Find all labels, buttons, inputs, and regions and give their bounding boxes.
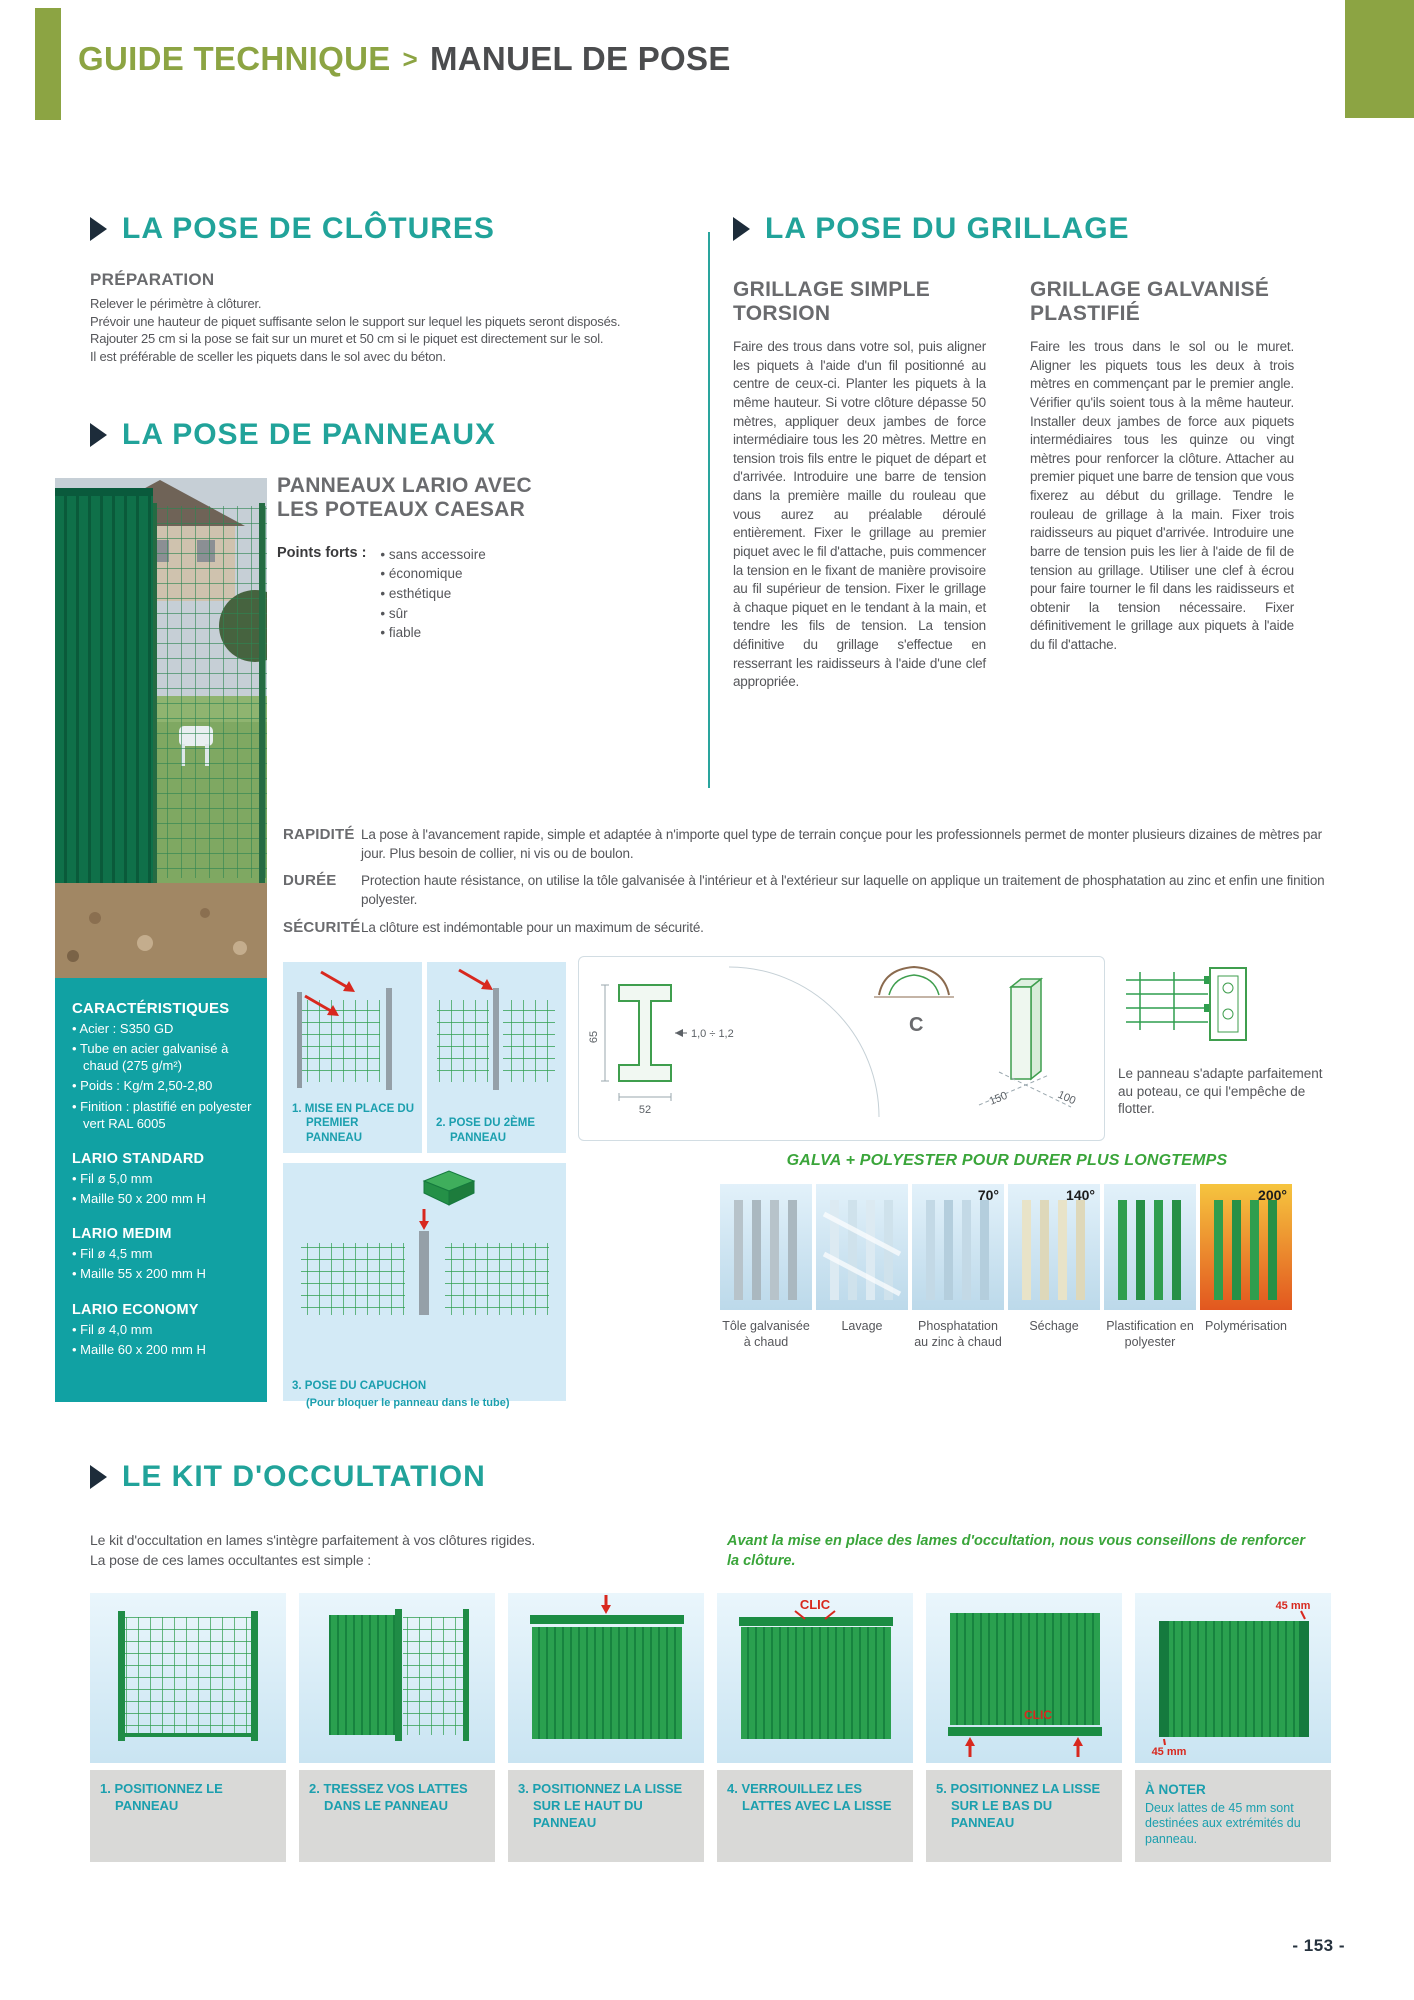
galva-title: GALVA + POLYESTER POUR DURER PLUS LONGTEMPS (786, 1152, 1228, 1169)
diagram-step-2 (427, 962, 566, 1153)
diagram-step-1 (283, 962, 422, 1153)
panel-placement-illustration (283, 962, 422, 1107)
points-forts-list (380, 545, 485, 643)
feature-row (283, 826, 1335, 863)
process-caption: Phosphatation au zinc à chaud (914, 1319, 1002, 1349)
step-image-3 (508, 1593, 704, 1763)
preparation-line: Relever le périmètre à clôturer. (90, 296, 262, 311)
variant-spec: • Fil ø 4,5 mm (72, 1245, 252, 1262)
note-title: À NOTER (1145, 1782, 1206, 1797)
second-panel-illustration (427, 962, 566, 1107)
variant-name: LARIO MEDIM (72, 1226, 172, 1243)
process-caption: Tôle galvanisée à chaud (722, 1319, 810, 1349)
step-label-2: 2. TRESSEZ VOS LATTES DANS LE PANNEAU (299, 1770, 495, 1862)
dim-52: 52 (638, 1104, 652, 1116)
feature-text: La clôture est indémontable pour un maximum de sécurité. (361, 919, 704, 935)
fence-photo-illustration (55, 478, 267, 978)
step-tile-note (1135, 1593, 1331, 1862)
process-caption: Séchage (1029, 1319, 1079, 1333)
temp-label: 200° (1258, 1187, 1287, 1203)
label-c: C (909, 1014, 924, 1036)
process-tile-lavage (816, 1184, 908, 1310)
product-title: PANNEAUX LARIO AVEC LES POTEAUX CAESAR (277, 474, 532, 521)
feature-label: RAPIDITÉ (283, 826, 355, 843)
panel-note-block (1118, 956, 1332, 1118)
section-panneaux (90, 418, 496, 452)
preparation-heading: PRÉPARATION (90, 270, 215, 289)
feature-row (283, 919, 1335, 938)
cap-installation-illustration (283, 1163, 566, 1341)
column-body: Faire des trous dans votre sol, puis aligner les piquets à l'aide d'un fil positionné au centre de ceux-ci. Planter les piquets à la même hauteur. Si votre clôture dépasse 50 mètres, appliquer deux jambes de force intermédiaire tous les 20 mètres. Mettre en tension trois fils entre le piquet de départ et d'arrivée. Introduire une barre de tension dans la première maille du rouleau que vous aurez au préalable déroulé entièrement. Fixer le grillage au premier piquet avec le fil d'attache, puis commencer la tension en le fixant de manière provisoire au fil supérieur de tension. Fixer le grillage à chaque piquet en le tendant à la main, et tendre les fils de tension. La tension définitive du grillage s'effectue en resserrant les raidisseurs à l'aide d'une clef appropriée. (733, 339, 986, 690)
end-slats-illustration (1135, 1593, 1331, 1763)
point-fort: • sûr (380, 604, 485, 624)
fence-photo (55, 478, 267, 978)
triangle-bullet-icon (90, 1465, 107, 1489)
process-tile-polymerisation (1200, 1184, 1292, 1310)
steel-tubes-illustration (720, 1184, 812, 1310)
variant-spec: • Fil ø 5,0 mm (72, 1170, 252, 1187)
panel-on-post-drawing (1118, 956, 1332, 1054)
diagram-step-label: 2. POSE DU 2ÈME PANNEAU (436, 1117, 536, 1144)
chevron-right-icon: > (402, 44, 419, 74)
spec-item: • Acier : S350 GD (72, 1020, 252, 1037)
process-caption: Polymérisation (1205, 1319, 1287, 1333)
variant-spec: • Maille 60 x 200 mm H (72, 1341, 252, 1358)
variant-spec: • Fil ø 4,0 mm (72, 1321, 252, 1338)
dim-150: 150 (987, 1089, 1010, 1108)
triangle-bullet-icon (733, 217, 750, 241)
dim-wire: 1,0 ÷ 1,2 (691, 1028, 734, 1040)
process-caption: Plastification en polyester (1106, 1319, 1194, 1349)
triangle-bullet-icon (90, 217, 107, 241)
step-image-5 (926, 1593, 1122, 1763)
step-tile-1 (90, 1593, 286, 1862)
feature-text: La pose à l'avancement rapide, simple et adaptée à n'importe quel type de terrain conçue pour les professionnels permet de monter plusieurs dizaines de mètres par jour. Plus besoin de collier, ni vis ou de boulon. (361, 827, 1322, 861)
note-text: Deux lattes de 45 mm sont destinées aux extrémités du panneau. (1145, 1800, 1301, 1846)
occultation-steps (90, 1593, 1334, 1862)
section-occultation (90, 1460, 486, 1494)
vertical-divider (708, 232, 710, 788)
section-clotures (90, 212, 730, 365)
process-tile-phosphatation (912, 1184, 1004, 1310)
spec-item: • Tube en acier galvanisé à chaud (275 g/m²) (72, 1040, 252, 1074)
step-image-1 (90, 1593, 286, 1763)
header-kicker-dark: MANUEL DE POSE (430, 40, 731, 77)
process-tile-galvanisation (720, 1184, 812, 1310)
clic-annotation: CLIC (799, 1597, 831, 1612)
preparation-line: Il est préférable de sceller les piquets dans le sol avec du béton. (90, 348, 446, 364)
step-tile-2 (299, 1593, 495, 1862)
step-image-4 (717, 1593, 913, 1763)
point-fort: • économique (380, 564, 485, 584)
header-accent-bar-right (1345, 0, 1414, 118)
galva-process (720, 1152, 1294, 1350)
product-block (277, 474, 579, 643)
weaving-slats-illustration (299, 1593, 495, 1763)
triangle-bullet-icon (90, 423, 107, 447)
process-tile-sechage (1008, 1184, 1100, 1310)
page-number: - 153 - (1292, 1936, 1345, 1955)
step-label-4: 4. VERROUILLEZ LES LATTES AVEC LA LISSE (717, 1770, 913, 1862)
bottom-rail-illustration (926, 1593, 1122, 1763)
section-title-clotures: LA POSE DE CLÔTURES (122, 212, 495, 245)
occultation-intro (90, 1531, 535, 1570)
diagram-step-sublabel: (Pour bloquer le panneau dans le tube) (306, 1397, 510, 1409)
dim-100: 100 (1055, 1088, 1078, 1108)
points-forts-label: Points forts : (277, 544, 367, 561)
washing-illustration (816, 1184, 908, 1310)
preparation-line: Rajouter 25 cm si la pose se fait sur un muret et 50 cm si le piquet est directement sur le sol. (90, 331, 604, 347)
step-label-1: 1. POSITIONNEZ LE PANNEAU (90, 1770, 286, 1862)
column-title: GRILLAGE SIMPLE TORSION (733, 278, 931, 325)
step-image-note (1135, 1593, 1331, 1763)
variant-spec: • Maille 55 x 200 mm H (72, 1265, 252, 1282)
feature-row (283, 872, 1335, 909)
top-rail-illustration (508, 1593, 704, 1763)
slat-width-annotation: 45 mm (1275, 1600, 1311, 1612)
temp-label: 70° (977, 1187, 999, 1203)
point-fort: • fiable (380, 623, 485, 643)
section-grillage (733, 212, 1299, 692)
section-title-panneaux: LA POSE DE PANNEAUX (122, 418, 497, 451)
step-tile-4 (717, 1593, 913, 1862)
header-kicker-green: GUIDE TECHNIQUE (78, 40, 391, 77)
column-grillage-galvanise (1030, 278, 1294, 692)
note-label (1135, 1770, 1331, 1862)
slat-width-annotation: 45 mm (1151, 1746, 1187, 1758)
lock-slats-illustration (717, 1593, 913, 1763)
page-header (78, 40, 731, 78)
preparation-body (90, 295, 730, 365)
feature-rows (283, 826, 1335, 937)
variant-name: LARIO STANDARD (72, 1150, 205, 1167)
mesh-panel-illustration (90, 1593, 286, 1763)
diagram-step-label: 3. POSE DU CAPUCHON (292, 1379, 427, 1392)
header-accent-bar-left (35, 8, 61, 120)
diagram-step-label: 1. MISE EN PLACE DU PREMIER PANNEAU (292, 1102, 415, 1144)
step-label-5: 5. POSITIONNEZ LA LISSE SUR LE BAS DU PANNEAU (926, 1770, 1122, 1862)
step-image-2 (299, 1593, 495, 1763)
spec-item: • Finition : plastifié en polyester vert RAL 6005 (72, 1098, 252, 1132)
dim-65: 65 (588, 1030, 600, 1044)
diagram-step-3 (283, 1163, 566, 1409)
intro-line: La pose de ces lames occultantes est simple : (90, 1551, 372, 1568)
step-tile-3 (508, 1593, 704, 1862)
intro-line: Le kit d'occultation en lames s'intègre parfaitement à vos clôtures rigides. (90, 1532, 536, 1548)
panel-note-caption: Le panneau s'adapte parfaitement au poteau, ce qui l'empêche de flotter. (1118, 1066, 1323, 1117)
section-title-grillage: LA POSE DU GRILLAGE (765, 212, 1130, 245)
point-fort: • sans accessoire (380, 545, 485, 565)
technical-drawing-box (578, 956, 1105, 1141)
caracteristiques-box (55, 978, 267, 1402)
clic-annotation: CLIC (1024, 1708, 1052, 1722)
preparation-line: Prévoir une hauteur de piquet suffisante selon le support sur lequel les piquets seront disposés. (90, 313, 621, 329)
feature-label: SÉCURITÉ (283, 918, 361, 936)
variant-name: LARIO ECONOMY (72, 1301, 199, 1318)
step-tile-5 (926, 1593, 1122, 1862)
section-title-occultation: LE KIT D'OCCULTATION (122, 1460, 486, 1493)
caracteristiques-title: CARACTÉRISTIQUES (72, 1000, 230, 1017)
step-label-3: 3. POSITIONNEZ LA LISSE SUR LE HAUT DU PANNEAU (508, 1770, 704, 1862)
point-fort: • esthétique (380, 584, 485, 604)
column-title: GRILLAGE GALVANISÉ PLASTIFIÉ (1030, 278, 1270, 325)
variant-spec: • Maille 50 x 200 mm H (72, 1190, 252, 1207)
column-grillage-simple-torsion (733, 278, 986, 692)
coating-illustration (1104, 1184, 1196, 1310)
column-body: Faire les trous dans le sol ou le muret. Aligner les piquets tous les deux à trois mètres en commençant par le premier angle. Vérifier qu'ils soient tous à la même hauteur. Installer deux jambes de force aux piquets intermédiaires tous les quinze ou vingt mètres pour renforcer la clôture. Attacher au premier piquet une barre de tension que vous fixerez au début du grillage. Tendre le rouleau de grillage à la main. Fixer trois raidisseurs au piquet d'arrivée. Introduire une barre de tension puis les lier à l'aide de fil de tension au grillage. Utiliser une clef à écrou pour faire tourner le fil dans les raidisseurs et obtenir la tension nécessaire. Fixer définitivement le grillage aux piquets à l'aide du fil d'attache. (1030, 339, 1294, 653)
temp-label: 140° (1066, 1187, 1095, 1203)
process-caption: Lavage (841, 1319, 883, 1333)
spec-item: • Poids : Kg/m 2,50-2,80 (72, 1077, 252, 1094)
post-profile-drawing (579, 957, 1104, 1140)
feature-label: DURÉE (283, 872, 337, 890)
feature-text: Protection haute résistance, on utilise la tôle galvanisée à l'intérieur et à l'extérieur sur laquelle on applique un traitement de phosphatation au zinc et enfin une finition polyester. (361, 873, 1325, 907)
process-tile-plastification (1104, 1184, 1196, 1310)
occultation-advice: Avant la mise en place des lames d'occultation, nous vous conseillons de renforcer la clôture. (727, 1533, 1305, 1569)
